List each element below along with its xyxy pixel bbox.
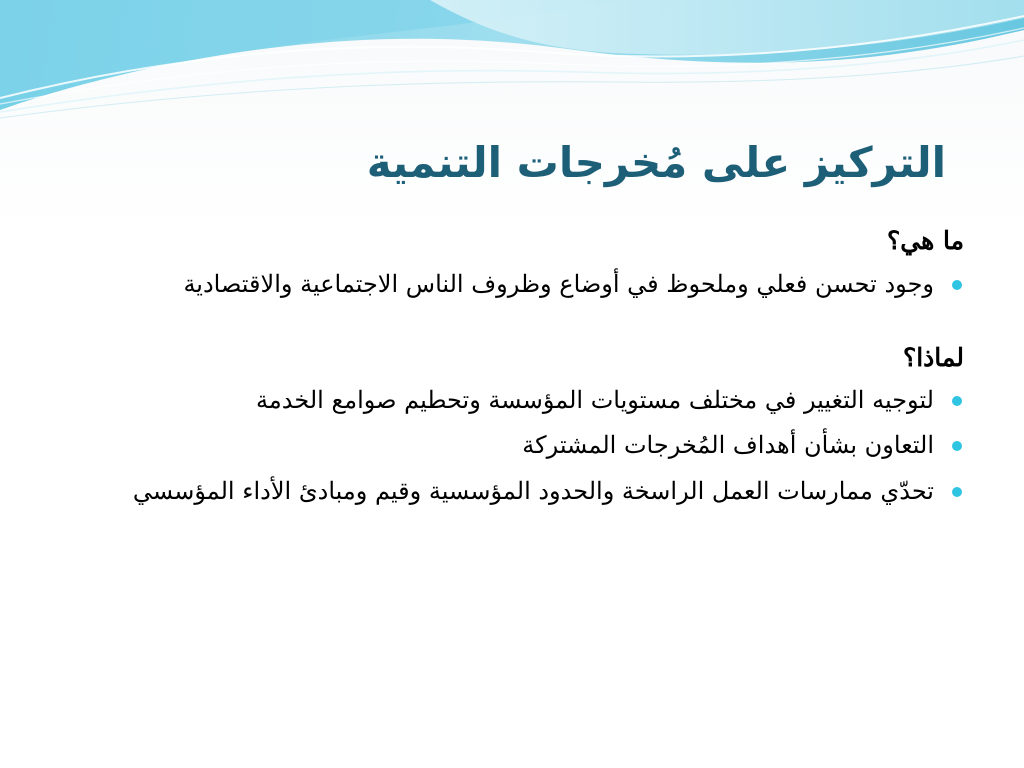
header-wave-decoration: [0, 0, 1024, 130]
bullet-list-what: [124, 266, 964, 303]
bullet-text: وجود تحسن فعلي وملحوظ في أوضاع وظروف الناس الاجتماعية والاقتصادية: [183, 269, 934, 298]
bullet-text: لتوجيه التغيير في مختلف مستويات المؤسسة وتحطيم صوامع الخدمة: [256, 386, 934, 415]
bullet-text: تحدّي ممارسات العمل الراسخة والحدود المؤسسية وقيم ومبادئ الأداء المؤسسي: [132, 476, 934, 505]
bullet-item: [124, 427, 964, 464]
section-heading-what: ما هي؟: [886, 226, 964, 255]
bullet-item: [124, 473, 964, 510]
slide-title: التركيز على مُخرجات التنمية: [366, 138, 946, 187]
bullet-text: التعاون بشأن أهداف المُخرجات المشتركة: [522, 431, 934, 460]
bullet-dot-icon: [952, 441, 962, 451]
bullet-dot-icon: [952, 487, 962, 497]
bullet-item: [124, 266, 964, 303]
section-heading-why: لماذا؟: [902, 342, 964, 372]
bullet-item: [124, 382, 964, 419]
slide-content: [124, 222, 964, 518]
bullet-dot-icon: [952, 396, 962, 406]
bullet-dot-icon: [952, 280, 962, 290]
bullet-list-why: [124, 382, 964, 510]
